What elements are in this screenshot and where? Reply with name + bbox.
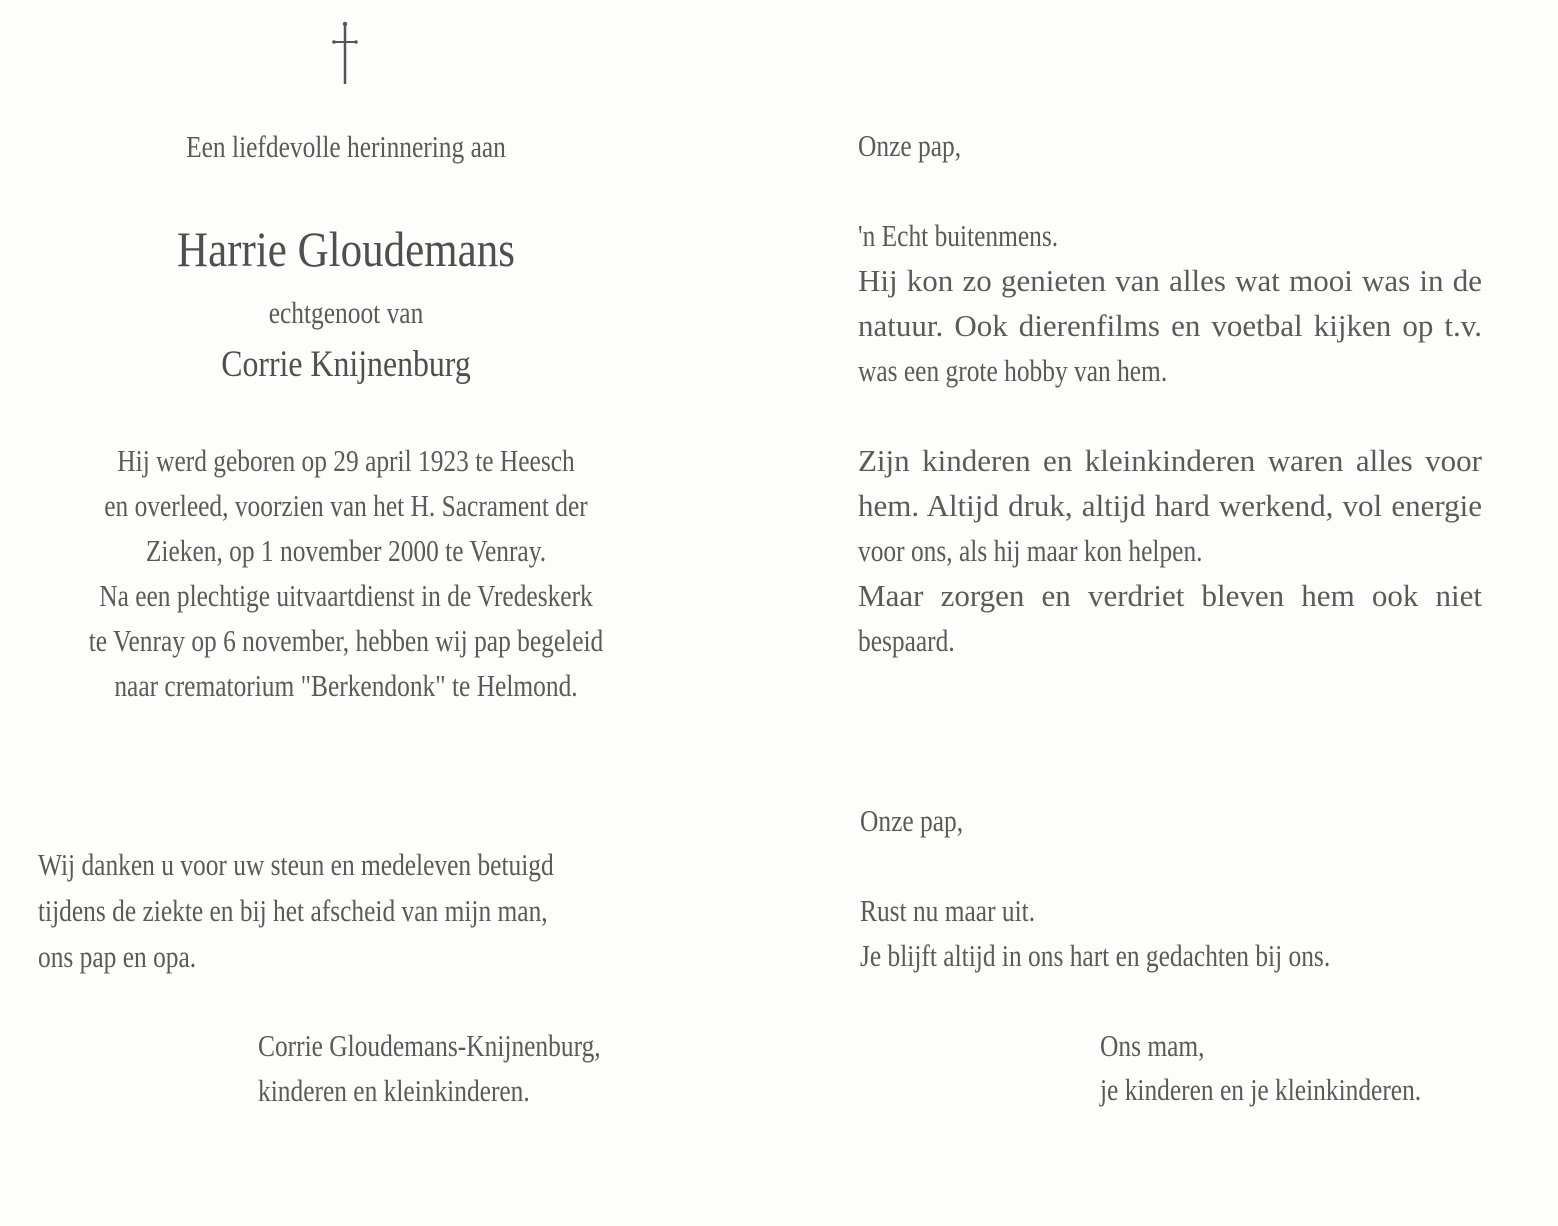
para1-line-2 <box>858 265 1482 296</box>
bio-line-4: Na een plechtige uitvaartdienst in de Vredeskerk <box>99 578 593 613</box>
para3-line-1: Rust nu maar uit. <box>860 893 1036 928</box>
para2-line-4 <box>858 580 1482 611</box>
para2-line-2 <box>858 490 1482 521</box>
right-signature-line-1: Ons mam, <box>1100 1028 1205 1063</box>
bio-line-3: Zieken, op 1 november 2000 te Venray. <box>145 533 547 568</box>
para2-line-3: voor ons, als hij maar kon helpen. <box>858 533 1203 568</box>
deceased-name: Harrie Gloudemans <box>177 221 515 277</box>
bio-line-2: en overleed, voorzien van het H. Sacrament der <box>104 488 588 523</box>
para2-line-1-text: Zijn kinderen en kleinkinderen waren alles voor <box>858 443 1482 478</box>
thanks-line-3: ons pap en opa. <box>38 939 197 974</box>
para1-line-3-text: natuur. Ook dierenfilms en voetbal kijken op t.v. <box>858 308 1482 343</box>
para3-line-2: Je blijft altijd in ons hart en gedachten bij ons. <box>860 938 1331 973</box>
bio-line-1: Hij werd geboren op 29 april 1923 te Heesch <box>117 443 575 478</box>
bio-line-5: te Venray op 6 november, hebben wij pap begeleid <box>88 623 604 658</box>
para1-line-4: was een grote hobby van hem. <box>858 353 1168 388</box>
spouse-intro: echtgenoot van <box>268 295 424 330</box>
para1-line-1: 'n Echt buitenmens. <box>858 218 1059 253</box>
salutation-1: Onze pap, <box>858 128 962 163</box>
left-signature-line-2: kinderen en kleinkinderen. <box>258 1073 530 1108</box>
para1-line-2-text: Hij kon zo genieten van alles wat mooi was in de <box>858 263 1482 298</box>
para1-line-3 <box>858 310 1482 341</box>
para2-line-2-text: hem. Altijd druk, altijd hard werkend, vol energie <box>858 488 1482 523</box>
intro-text: Een liefdevolle herinnering aan <box>186 129 506 164</box>
para2-line-5: bespaard. <box>858 623 955 658</box>
left-signature-line-1: Corrie Gloudemans-Knijnenburg, <box>258 1028 601 1063</box>
thanks-line-2: tijdens de ziekte en bij het afscheid van mijn man, <box>38 893 548 928</box>
cross-icon <box>330 20 360 86</box>
right-signature-line-2: je kinderen en je kleinkinderen. <box>1100 1072 1422 1107</box>
bio-line-6: naar crematorium "Berkendonk" te Helmond. <box>114 668 578 703</box>
para2-line-1 <box>858 445 1482 476</box>
thanks-line-1: Wij danken u voor uw steun en medeleven betuigd <box>38 847 554 882</box>
spouse-name: Corrie Knijnenburg <box>221 344 471 385</box>
salutation-2: Onze pap, <box>860 803 964 838</box>
para2-line-4-text: Maar zorgen en verdriet bleven hem ook niet <box>858 578 1482 613</box>
